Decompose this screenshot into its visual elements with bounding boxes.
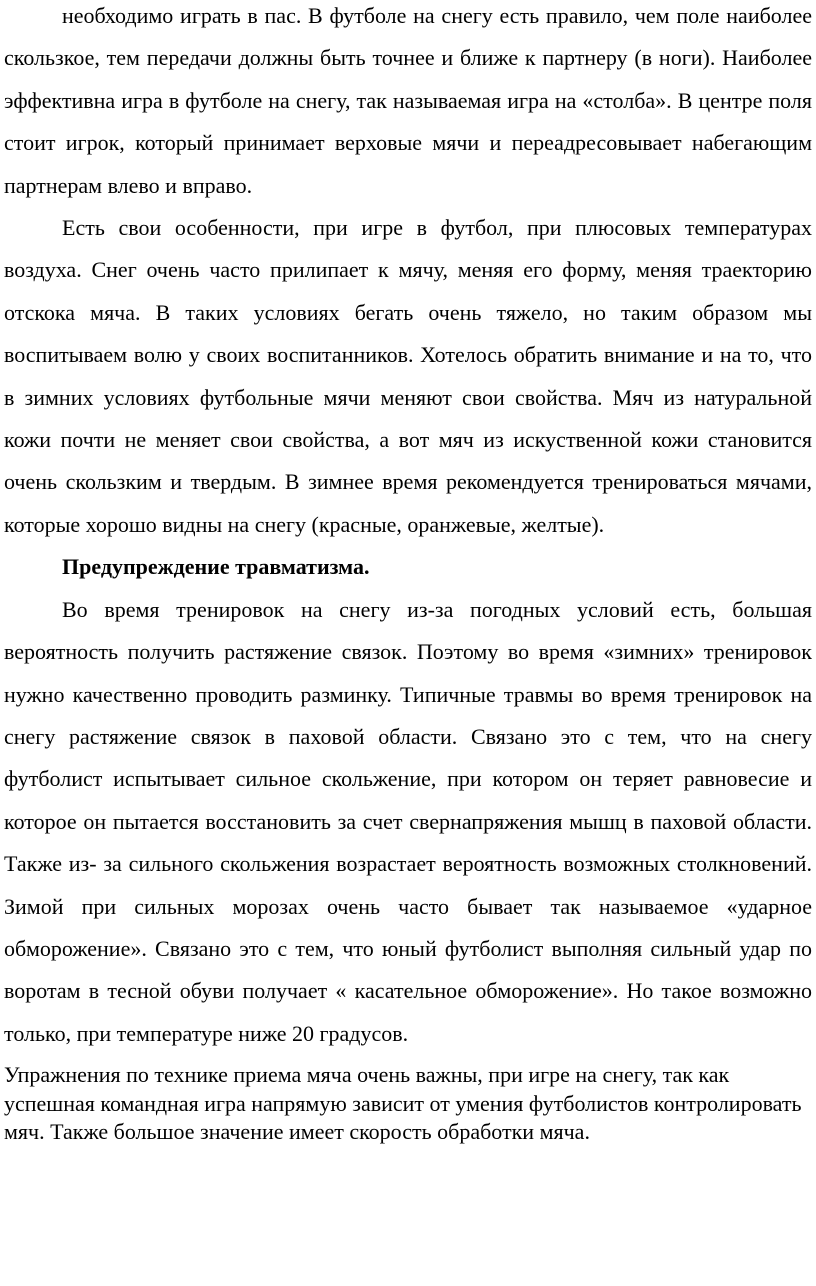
paragraph-positive-temperatures: Есть свои особенности, при игре в футбол, при плюсовых температурах воздуха. Снег очень часто прилипает к мячу, меняя его форму, меняя траекторию отскока мяча. В таких условиях бегать очень тяжело, но таким образом мы воспитываем волю у своих воспитанников. Хотелось обратить внимание и на то, что в зимних условиях футбольные мячи меняют свои свойства. Мяч из натуральной кожи почти не меняет свои свойства, а вот мяч из искуственной кожи становится очень скользким и твердым. В зимнее время рекомендуется тренироваться мячами, которые хорошо видны на снегу (красные, оранжевые, желтые). bbox=[4, 215, 812, 537]
paragraph-ball-control-exercises: Упражнения по технике приема мяча очень важны, при игре на снегу, так как успешная командная игра напрямую зависит от умения футболистов контролировать мяч. Также большое значение имеет скорость обработки мяча. bbox=[4, 1062, 802, 1145]
section-heading-injury-prevention: Предупреждение травматизма. bbox=[62, 554, 370, 580]
paragraph-snow-passing: необходимо играть в пас. В футболе на снегу есть правило, чем поле наиболее скользкое, тем передачи должны быть точнее и ближе к партнеру (в ноги). Наиболее эффективна игра в футболе на снегу, так называемая игра на «столба». В центре поля стоит игрок, который принимает верховые мячи и переадресовывает набегающим партнерам влево и вправо. bbox=[4, 3, 812, 198]
paragraph-training-injuries: Во время тренировок на снегу из-за погодных условий есть, большая вероятность получить растяжение связок. Поэтому во время «зимних» тренировок нужно качественно проводить разминку. Типичные травмы во время тренировок на снегу растяжение связок в паховой области. Связано это с тем, что на снегу футболист испытывает сильное скольжение, при котором он теряет равновесие и которое он пытается восстановить за счет свернапряжения мышц в паховой области. Также из- за сильного скольжения возрастает вероятность возможных столкновений. Зимой при сильных морозах очень часто бывает так называемое «ударное обморожение». Связано это с тем, что юный футболист выполняя сильный удар по воротам в тесной обуви получает « касательное обморожение». Но такое возможно только, при температуре ниже 20 градусов. bbox=[4, 596, 812, 1046]
